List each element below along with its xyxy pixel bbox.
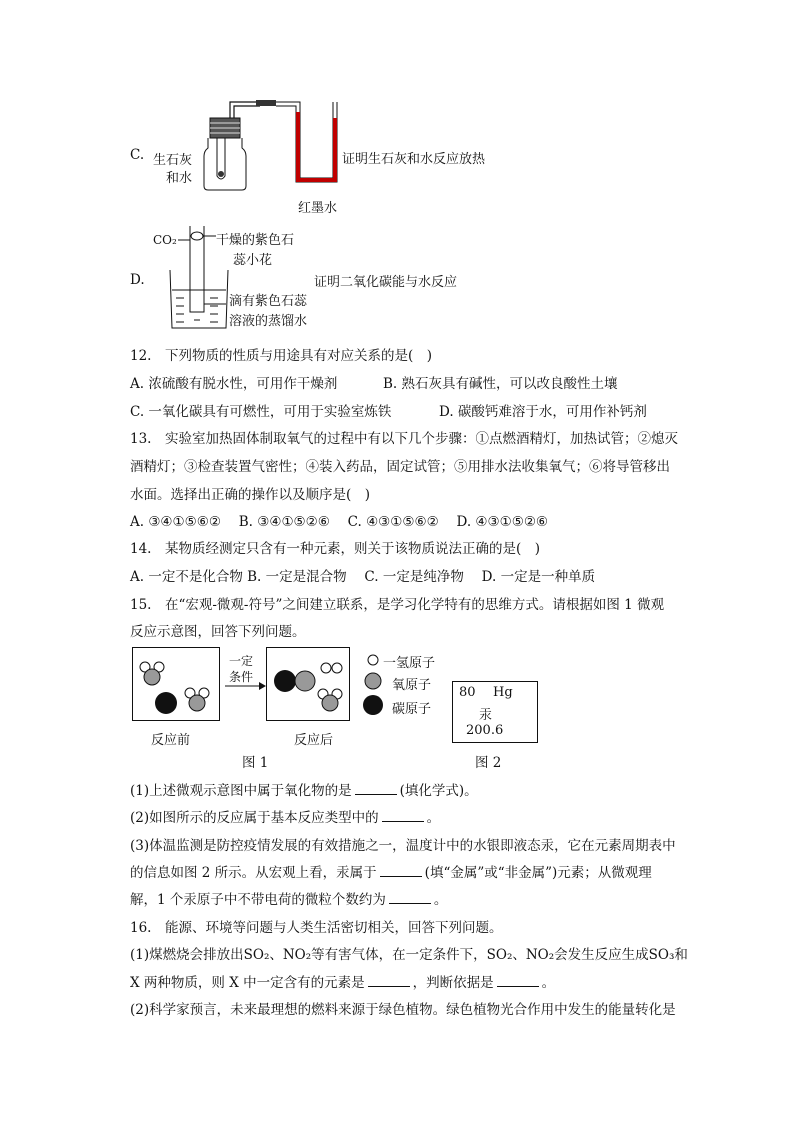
q15-sub-3-line-3 bbox=[130, 888, 447, 908]
flask-u-tube-diagram bbox=[190, 96, 350, 196]
q15-sub-2 bbox=[130, 806, 440, 826]
element-mass: 200.6 bbox=[466, 723, 504, 738]
q16-sub-1-text-c: 。 bbox=[541, 975, 556, 991]
q13-options[interactable]: A. ③④①⑤⑥② B. ③④①⑤②⑥ C. ④③①⑤⑥② D. ④③①⑤②⑥ bbox=[130, 514, 549, 530]
q16-sub-1-line-2 bbox=[130, 971, 555, 991]
q15-sub-3-text-d: 。 bbox=[433, 892, 448, 908]
q15-sub-1-blank[interactable] bbox=[355, 782, 397, 795]
q15-sub-1 bbox=[130, 779, 478, 799]
water-label-2: 溶液的蒸馏水 bbox=[229, 314, 308, 329]
mercury-element-card bbox=[452, 681, 538, 743]
q15-sub-1-text-a: (1)上述微观示意图中属于氧化物的是 bbox=[130, 783, 352, 799]
q15-sub-3-text-b: (填“金属”或“非金属”)元素；从微观理 bbox=[424, 865, 652, 881]
co2-label: CO₂ bbox=[153, 233, 177, 247]
q15-line-1: 15. 在“宏观-微观-符号”之间建立联系，是学习化学特有的思维方式。请根据如图 1 微观 bbox=[130, 597, 665, 613]
label-before: 反应前 bbox=[151, 733, 191, 748]
option-c-letter: C. bbox=[130, 147, 145, 163]
figure-1-caption: 图 1 bbox=[242, 755, 269, 771]
arrow-condition-top: 一定 bbox=[229, 654, 254, 668]
q16-sub-2-line-1: (2)科学家预言，未来最理想的燃料来源于绿色植物。绿色植物光合作用中发生的能量转化是 bbox=[130, 1002, 676, 1018]
legend-carbon: 碳原子 bbox=[392, 702, 432, 717]
product-molecules bbox=[267, 648, 349, 720]
q15-sub-3-text-a: 的信息如图 2 所示。从宏观上看，汞属于 bbox=[130, 865, 377, 881]
legend-oxygen: 氧原子 bbox=[392, 678, 432, 693]
q13-line-3: 水面。选择出正确的操作以及顺序是( ) bbox=[130, 487, 371, 503]
option-d-conclusion: 证明二氧化碳能与水反应 bbox=[314, 275, 458, 290]
q15-sub-3-blank-1[interactable] bbox=[380, 864, 422, 877]
figure-2-caption: 图 2 bbox=[475, 755, 502, 771]
q14-options[interactable]: A. 一定不是化合物 B. 一定是混合物 C. 一定是纯净物 D. 一定是一种单质 bbox=[130, 569, 596, 585]
option-c-label-water: 和水 bbox=[166, 171, 193, 186]
q15-sub-2-text-a: (2)如图所示的反应属于基本反应类型中的 bbox=[130, 810, 379, 826]
q16-sub-1-line-1: (1)煤燃烧会排放出SO₂、NO₂等有害气体，在一定条件下，SO₂、NO₂会发生反应生成SO₃和 bbox=[130, 947, 688, 963]
q13-line-1: 13. 实验室加热固体制取氧气的过程中有以下几个步骤：①点燃酒精灯，加热试管；②熄灭 bbox=[130, 431, 678, 447]
q15-sub-3-text-c: 解，1 个汞原子中不带电荷的微粒个数约为 bbox=[130, 892, 386, 908]
reactant-molecules bbox=[133, 648, 219, 720]
option-c-label-lime: 生石灰 bbox=[153, 153, 193, 168]
option-c-conclusion: 证明生石灰和水反应放热 bbox=[342, 152, 486, 167]
element-number: 80 bbox=[459, 685, 476, 700]
reaction-after-box bbox=[266, 647, 350, 721]
q12-option-d[interactable]: D. 碳酸钙难溶于水，可用作补钙剂 bbox=[439, 404, 647, 420]
q15-sub-1-text-b: (填化学式)。 bbox=[399, 783, 478, 799]
q12-option-a[interactable]: A. 浓硫酸有脱水性，可用作干燥剂 bbox=[130, 376, 338, 392]
atom-legend-icons bbox=[362, 650, 384, 716]
dry-flower-label-2: 蕊小花 bbox=[233, 253, 273, 268]
water-label-1: 滴有紫色石蕊 bbox=[229, 294, 308, 309]
q16-sub-1-blank-2[interactable] bbox=[497, 974, 539, 987]
q16-sub-1-blank-1[interactable] bbox=[368, 974, 410, 987]
red-ink-label: 红墨水 bbox=[298, 201, 338, 216]
reaction-arrow-icon bbox=[225, 680, 267, 692]
q15-sub-2-blank[interactable] bbox=[382, 809, 424, 822]
q16-sub-1-text-a: X 两种物质，则 X 中一定含有的元素是 bbox=[130, 975, 365, 991]
label-after: 反应后 bbox=[294, 733, 334, 748]
q12-option-c[interactable]: C. 一氧化碳具有可燃性，可用于实验室炼铁 bbox=[130, 404, 392, 420]
q12-option-b[interactable]: B. 熟石灰具有碱性，可以改良酸性土壤 bbox=[383, 376, 618, 392]
q15-sub-2-text-b: 。 bbox=[426, 810, 441, 826]
q12-stem: 12. 下列物质的性质与用途具有对应关系的是( ) bbox=[130, 348, 433, 364]
q13-line-2: 酒精灯；③检查装置气密性；④装入药品，固定试管；⑤用排水法收集氧气；⑥将导管移出 bbox=[130, 459, 670, 475]
q15-sub-3-line-1: (3)体温监测是防控疫情发展的有效措施之一，温度计中的水银即液态汞，它在元素周期表中 bbox=[130, 838, 676, 854]
legend-hydrogen: 一氢原子 bbox=[383, 656, 436, 671]
q15-sub-3-blank-2[interactable] bbox=[389, 891, 431, 904]
option-d-letter: D. bbox=[130, 272, 145, 288]
element-symbol: Hg bbox=[493, 685, 513, 700]
q15-sub-3-line-2 bbox=[130, 861, 652, 881]
q15-line-2: 反应示意图，回答下列问题。 bbox=[130, 624, 306, 640]
reaction-before-box bbox=[132, 647, 220, 721]
dry-flower-label-1: 干燥的紫色石 bbox=[216, 233, 295, 248]
element-name: 汞 bbox=[479, 708, 493, 723]
arrow-condition-bottom: 条件 bbox=[229, 670, 254, 684]
q16-stem: 16. 能源、环境等问题与人类生活密切相关，回答下列问题。 bbox=[130, 920, 503, 936]
q14-stem: 14. 某物质经测定只含有一种元素，则关于该物质说法正确的是( ) bbox=[130, 541, 541, 557]
q16-sub-1-text-b: ，判断依据是 bbox=[412, 975, 494, 991]
